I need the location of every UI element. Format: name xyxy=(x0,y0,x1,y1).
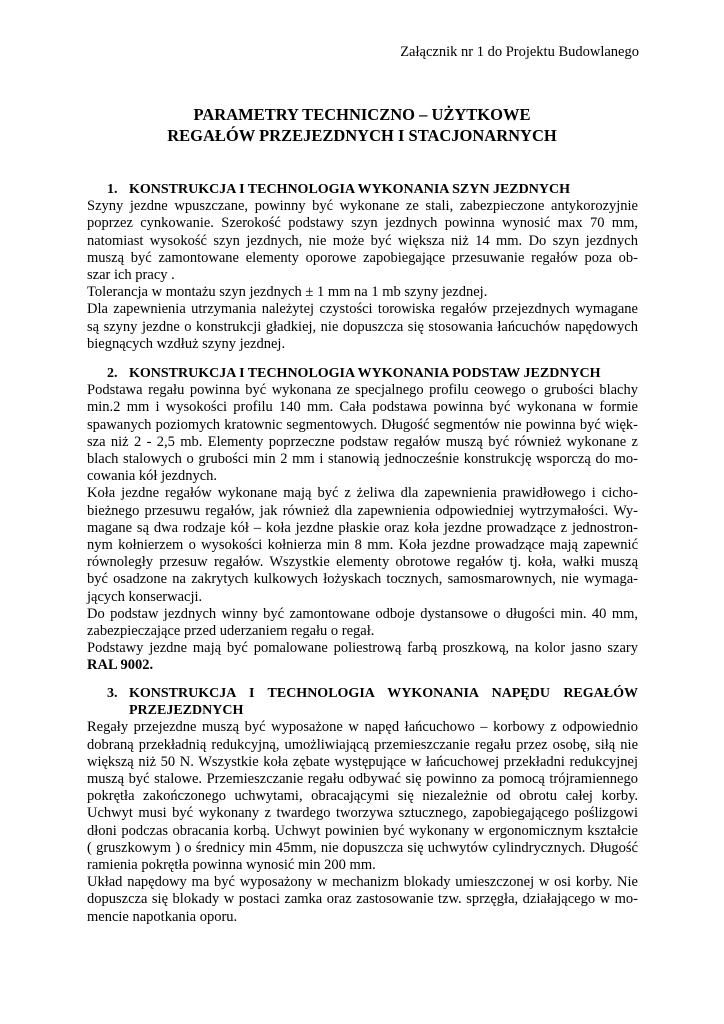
text-line: sza niż 2 - 2,5 mb. Elementy poprzeczne podstaw regałów muszą być również wykonane z xyxy=(87,433,638,450)
text-line: zabezpieczające przed uderzaniem regału o regał. xyxy=(87,623,375,640)
text-line: Regały przejezdne muszą być wyposażone w napęd łańcuchowo – korbowy z odpowiednio xyxy=(87,719,638,736)
section-heading xyxy=(87,365,638,382)
text-line: Koła jezdne regałów wykonane mają być z żeliwa dla zapewnienia prawidłowego i cicho- xyxy=(87,485,638,502)
text-line: ramienia pokrętła powinna wynosić min 200 mm. xyxy=(87,857,376,874)
text-line: pokrętła zakończonego uchwytami, obracającymi się niezależnie od obrotu całej korby. xyxy=(87,788,638,805)
text-line: Do podstaw jezdnych winny być zamontowane odboje dystansowe o długości min. 40 mm, xyxy=(87,605,638,622)
section-number: 1. xyxy=(107,182,118,197)
section-paragraph xyxy=(87,382,638,674)
section-paragraph xyxy=(87,719,638,925)
text-line: bieżnego przesuwu regałów, jak również dla zapewnienia odpowiedniej wytrzymałości. Wy- xyxy=(87,502,638,519)
document-title xyxy=(0,104,724,146)
section-3 xyxy=(87,685,638,926)
text-line: min.2 mm i wysokości profilu 140 mm. Cała podstawa powinna być wykonana w formie xyxy=(87,399,638,416)
text-line: spawanych poziomych kratownic segmentowych. Długość segmentów nie powinna być więk- xyxy=(87,416,638,433)
text-line: być osadzone na zakrytych kulkowych łożyskach tocznych, samosmarownych, nie wymaga- xyxy=(87,571,638,588)
annex-label: Załącznik nr 1 do Projektu Budowlanego xyxy=(400,44,639,60)
text-line: są szyny jezdne o konstrukcji gładkiej, nie dopuszcza się stosowania łańcuchów napędowych xyxy=(87,318,638,335)
text-line: blach stalowych o grubości min 2 mm i stanowią jednocześnie konstrukcję wsporczą do mo- xyxy=(87,451,638,468)
text-line: muszą być zamontowane elementy oporowe zapobiegające przesuwanie regałów poza ob- xyxy=(87,249,638,266)
section-1 xyxy=(87,181,638,353)
text-line: dobraną przekładnią redukcyjną, umożliwiającą przemieszczanie regału przez osobę, siłą nie xyxy=(87,736,638,753)
text-line: Uchwyt musi być wykonany z twardego tworzywa sztucznego, zapobiegającego poślizgowi xyxy=(87,805,638,822)
text-line: większą niż 50 N. Wszystkie koła zębate występujące w łańcuchowej przekładni redukcyjnej xyxy=(87,753,638,770)
text-line: poprzez cynkowanie. Szerokość podstawy szyn jezdnych powinna wynosić max 70 mm, xyxy=(87,215,638,232)
text-line: dłoni podczas obracania korbą. Uchwyt powinien być wykonany w ergonomicznym kształcie xyxy=(87,822,638,839)
section-heading xyxy=(87,685,638,719)
section-number: 3. xyxy=(107,686,118,701)
text-line: RAL 9002. xyxy=(87,657,154,674)
title-line-2: REGAŁÓW PRZEJEZDNYCH I STACJONARNYCH xyxy=(167,126,557,145)
section-title-continued: PRZEJEZDNYCH xyxy=(129,703,244,719)
title-line-1: PARAMETRY TECHNICZNO – UŻYTKOWE xyxy=(193,105,531,124)
section-paragraph xyxy=(87,198,638,353)
text-line: szar ich pracy . xyxy=(87,267,175,284)
text-line: Układ napędowy ma być wyposażony w mechanizm blokady umieszczonej w osi korby. Nie xyxy=(87,874,638,891)
text-line: muszą być stalowe. Przemieszczanie regału odbywać się powinno za pomocą trójramiennego xyxy=(87,771,638,788)
text-line: ( gruszkowym ) o średnicy min 45mm, nie dopuszcza się uchwytów cylindrycznych. Długość xyxy=(87,839,638,856)
text-line: Podstawy jezdne mają być pomalowane poliestrową farbą proszkową, na kolor jasno szary xyxy=(87,640,638,657)
text-line: cowania kół jezdnych. xyxy=(87,468,218,485)
text-line: magane są dwa rodzaje kół – koła jezdne płaskie oraz koła jezdne prowadzące z jednostron- xyxy=(87,519,638,536)
text-line: natomiast wysokość szyn jezdnych, nie może być większa niż 14 mm. Do szyn jezdnych xyxy=(87,232,638,249)
text-line: Tolerancja w montażu szyn jezdnych ± 1 mm na 1 mb szyny jezdnej. xyxy=(87,284,488,301)
section-title: KONSTRUKCJA I TECHNOLOGIA WYKONANIA PODSTAW JEZDNYCH xyxy=(129,366,601,381)
text-line: dopuszcza się blokady w postaci zamka oraz zastosowanie tzw. sprzęgła, działającego w mo- xyxy=(87,891,638,908)
section-title: KONSTRUKCJA I TECHNOLOGIA WYKONANIA SZYN JEZDNYCH xyxy=(129,182,570,197)
text-line: mencie napotkania oporu. xyxy=(87,908,238,925)
text-line: biegnących wzdłuż szyny jezdnej. xyxy=(87,335,286,352)
text-line: Szyny jezdne wpuszczane, powinny być wykonane ze stali, zabezpieczone antykorozyjnie xyxy=(87,198,638,215)
text-line: jących konserwacji. xyxy=(87,588,203,605)
text-line: Podstawa regału powinna być wykonana ze specjalnego profilu ceowego o grubości blachy xyxy=(87,382,638,399)
section-heading xyxy=(87,181,638,198)
section-number: 2. xyxy=(107,366,118,381)
section-title: KONSTRUKCJA I TECHNOLOGIA WYKONANIA NAPĘDU REGAŁÓW xyxy=(129,686,638,701)
text-line: Dla zapewnienia utrzymania należytej czystości torowiska regałów przejezdnych wymagane xyxy=(87,301,638,318)
text-line: nym kołnierzem o wysokości kołnierza min 8 mm. Koła jezdne prowadzące mają zapewnić xyxy=(87,537,638,554)
section-2 xyxy=(87,365,638,675)
text-line: równoległy przesuw regałów. Wszystkie elementy obrotowe regałów tj. koła, wałki muszą xyxy=(87,554,638,571)
